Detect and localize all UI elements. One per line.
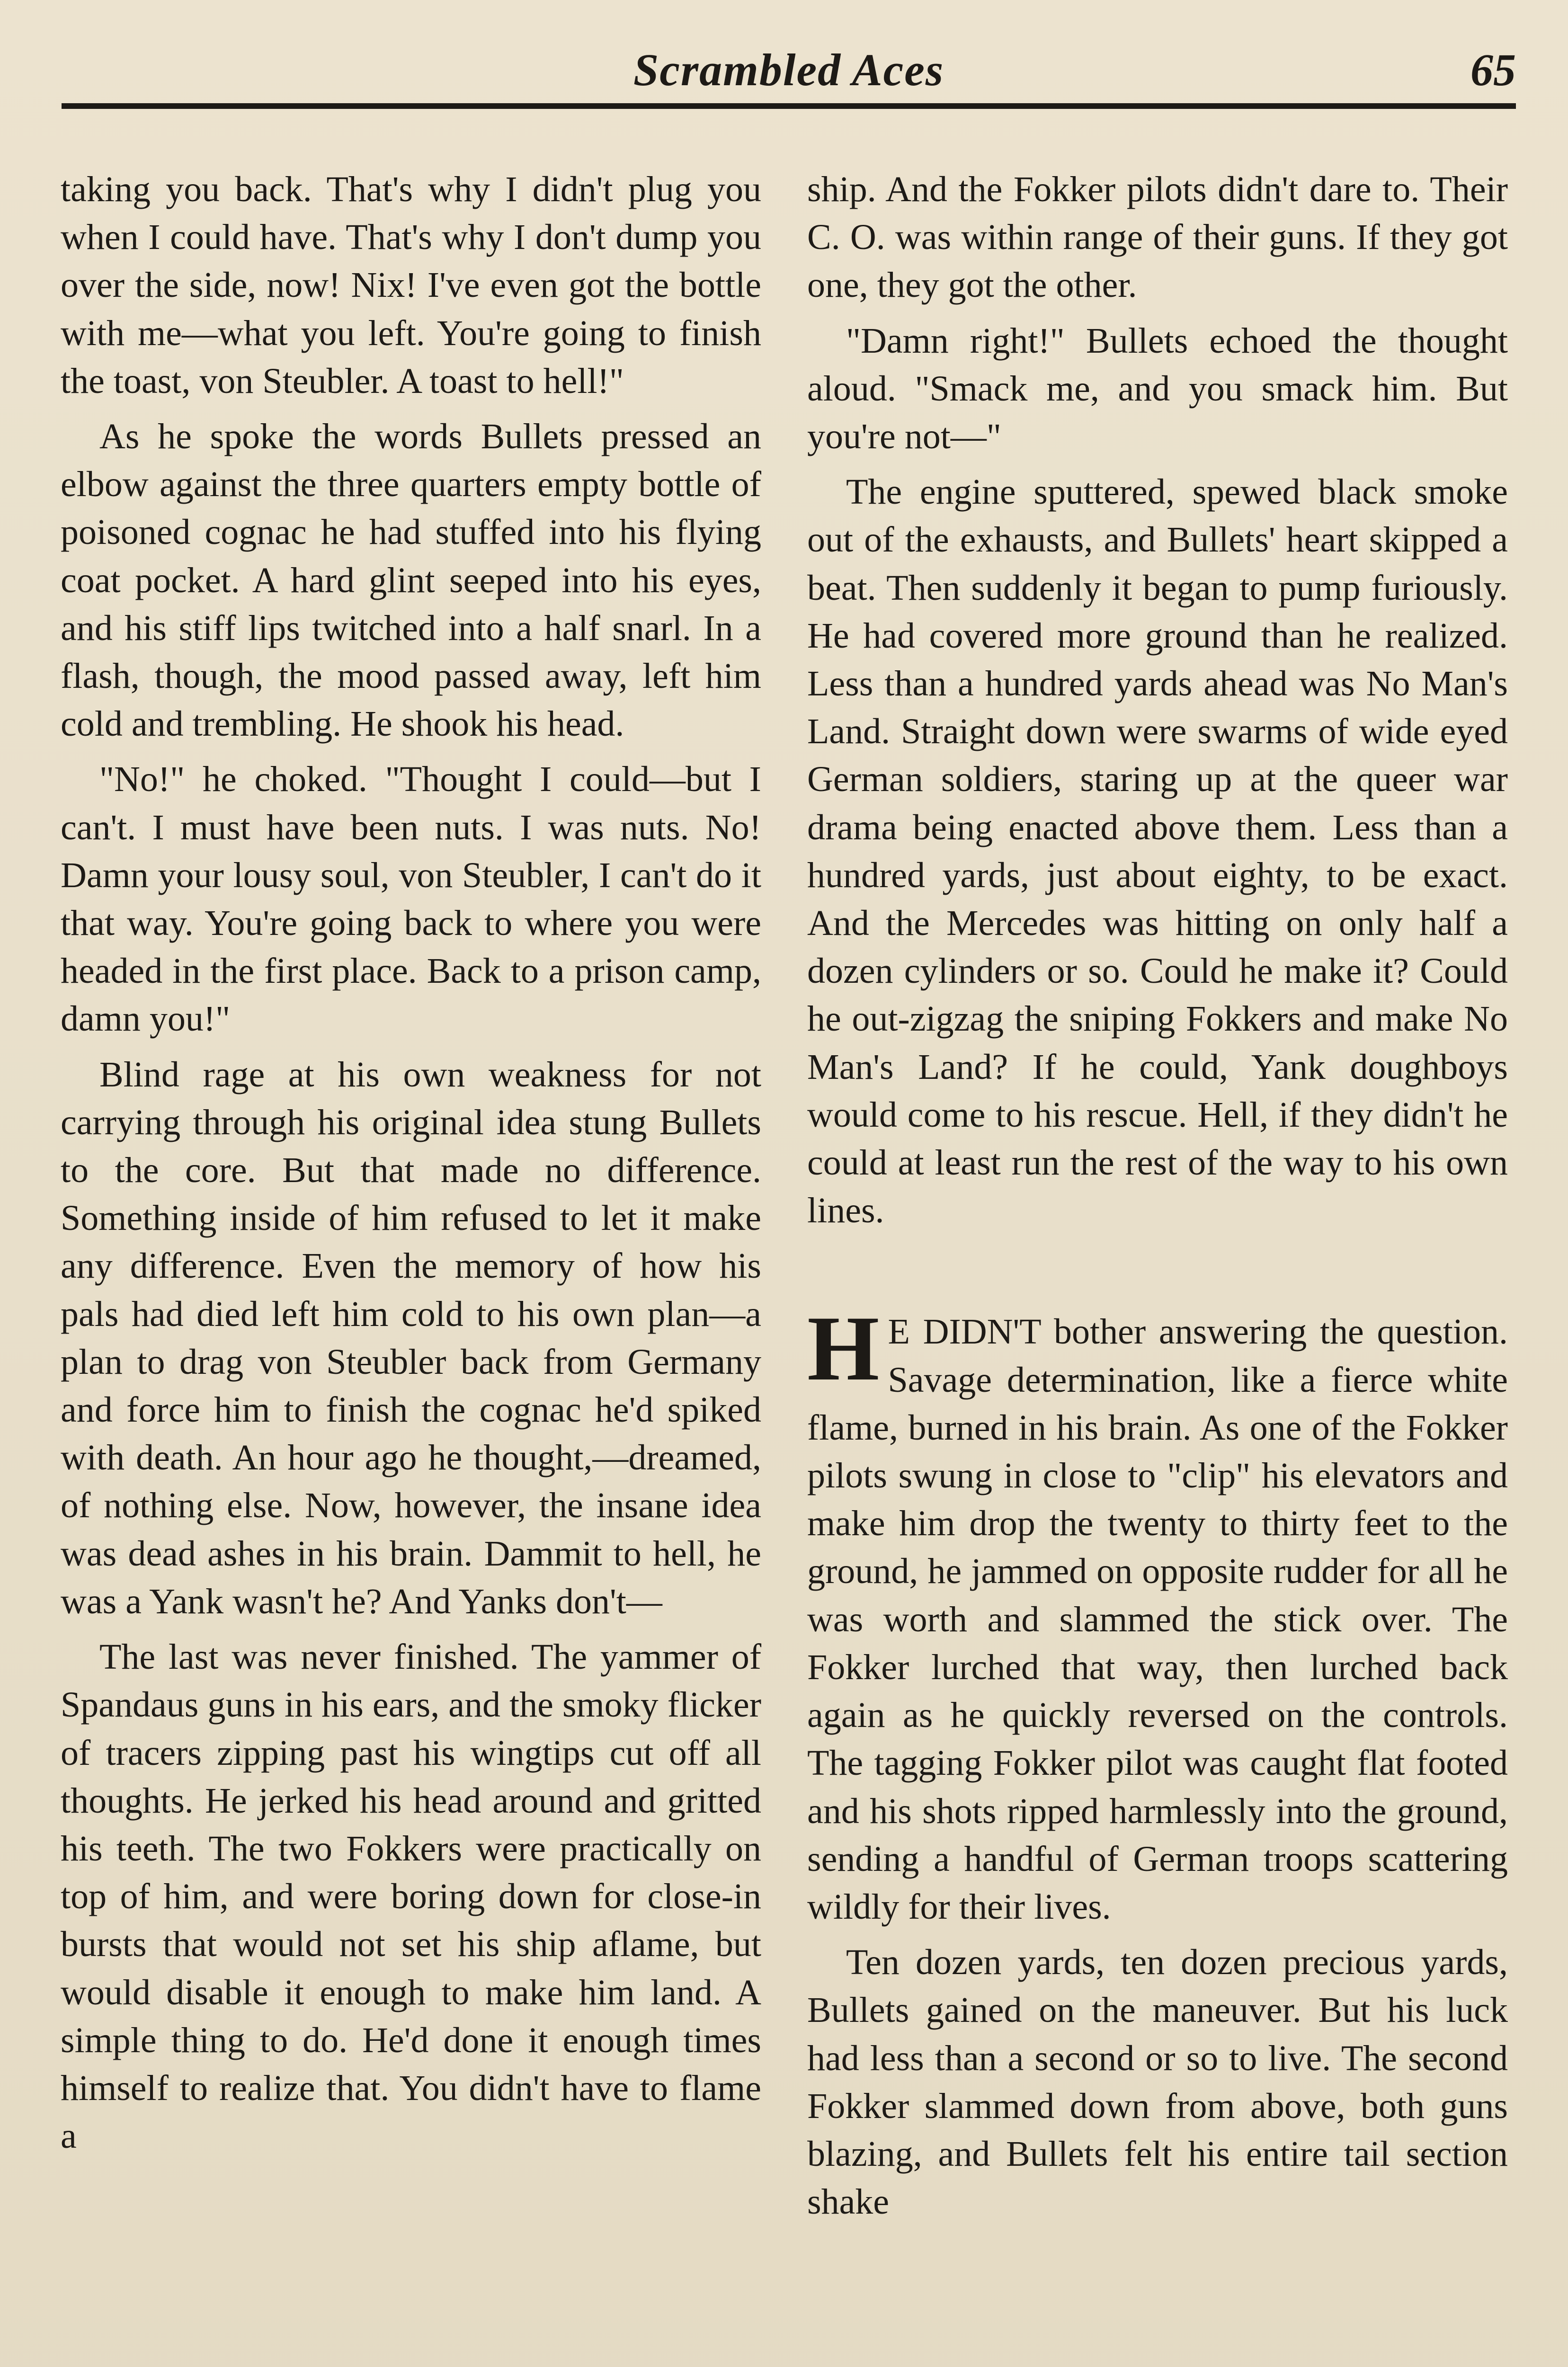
paragraph: The last was never finished. The yammer of Spandaus guns in his ears, and the smoky flicker of tracers zipping past his wingtips cut off all thoughts. He jerked his head around and gritted his teeth. The two Fokkers were practically on top of him, and were boring down for close-in bursts that would not set his ship aflame, but would disable it enough to make him land. A simple thing to do. He'd done it enough times himself to realize that. You didn't have to flame a: [61, 1637, 761, 2156]
lead-in: E DIDN'T: [888, 1312, 1041, 1352]
paragraph: The engine sputtered, spewed black smoke out of the exhausts, and Bullets' heart skipped a beat. Then suddenly it began to pump furiously. He had covered more ground than he realized. Less than a hundred yards ahead was No Man's Land. Straight down were swarms of wide eyed German soldiers, staring up at the queer war drama being enacted above them. Less than a hundred yards, just about eighty, to be exact. And the Mercedes was hitting on only half a dozen cylinders or so. Could he make it? Could he out-zigzag the sniping Fokkers and make No Man's Land? If he could, Yank doughboys would come to his rescue. Hell, if they didn't he could at least run the rest of the way to his own lines.: [807, 472, 1508, 1231]
right-column: [807, 166, 1508, 2234]
left-column: [61, 166, 761, 2168]
paragraph: Ten dozen yards, ten dozen precious yards, Bullets gained on the maneuver. But his luck had less than a second or so to live. The second Fokker slammed down from above, both guns blazing, and Bullets felt his entire tail section shake: [807, 1942, 1508, 2222]
page-header: [62, 44, 1516, 105]
drop-cap: H: [807, 1297, 880, 1400]
page-number: 65: [1470, 44, 1516, 95]
paragraph: taking you back. That's why I didn't plug you when I could have. That's why I don't dump you over the side, now! Nix! I've even got the bottle with me—what you left. You're going to finish the toast, von Steubler. A toast to hell!": [61, 169, 761, 401]
paragraph-text: bother answering the question. Savage determination, like a fierce white flame, burned in his brain. As one of the Fokker pilots swung in close to "clip" his elevators and make him drop the twenty to thirty feet to the ground, he jammed on opposite rudder for all he was worth and slammed the stick over. The Fokker lurched that way, then lurched back again as he quickly reversed on the controls. The tagging Fokker pilot was caught flat footed and his shots ripped harmlessly into the ground, sending a handful of German troops scattering wildly for their lives.: [807, 1312, 1508, 1927]
paragraph: ship. And the Fokker pilots didn't dare to. Their C. O. was within range of their guns. If they got one, they got the other.: [807, 169, 1508, 305]
paragraph: Blind rage at his own weakness for not carrying through his original idea stung Bullets to the core. But that made no difference. Something inside of him refused to let it make any difference. Even the memory of how his pals had died left him cold to his own plan—a plan to drag von Steubler back from Germany and force him to finish the cognac he'd spiked with death. An hour ago he thought,—dreamed, of nothing else. Now, however, the insane idea was dead ashes in his brain. Dammit to hell, he was a Yank wasn't he? And Yanks don't—: [61, 1054, 761, 1621]
paragraph: "Damn right!" Bullets echoed the thought aloud. "Smack me, and you smack him. But you're not—": [807, 320, 1508, 457]
running-title: Scrambled Aces: [633, 44, 944, 95]
paragraph: "No!" he choked. "Thought I could—but I can't. I must have been nuts. I was nuts. No! Damn your lousy soul, von Steubler, I can't do it that way. You're going back to where you were headed in the first place. Back to a prison camp, damn you!": [61, 759, 761, 1039]
header-rule: [62, 103, 1516, 109]
section-opening-paragraph: [807, 1297, 1508, 1931]
paragraph: As he spoke the words Bullets pressed an elbow against the three quarters empty bottle of poisoned cognac he had stuffed into his flying coat pocket. A hard glint seeped into his eyes, and his stiff lips twitched into a half snarl. In a flash, though, the mood passed away, left him cold and trembling. He shook his head.: [61, 417, 761, 744]
